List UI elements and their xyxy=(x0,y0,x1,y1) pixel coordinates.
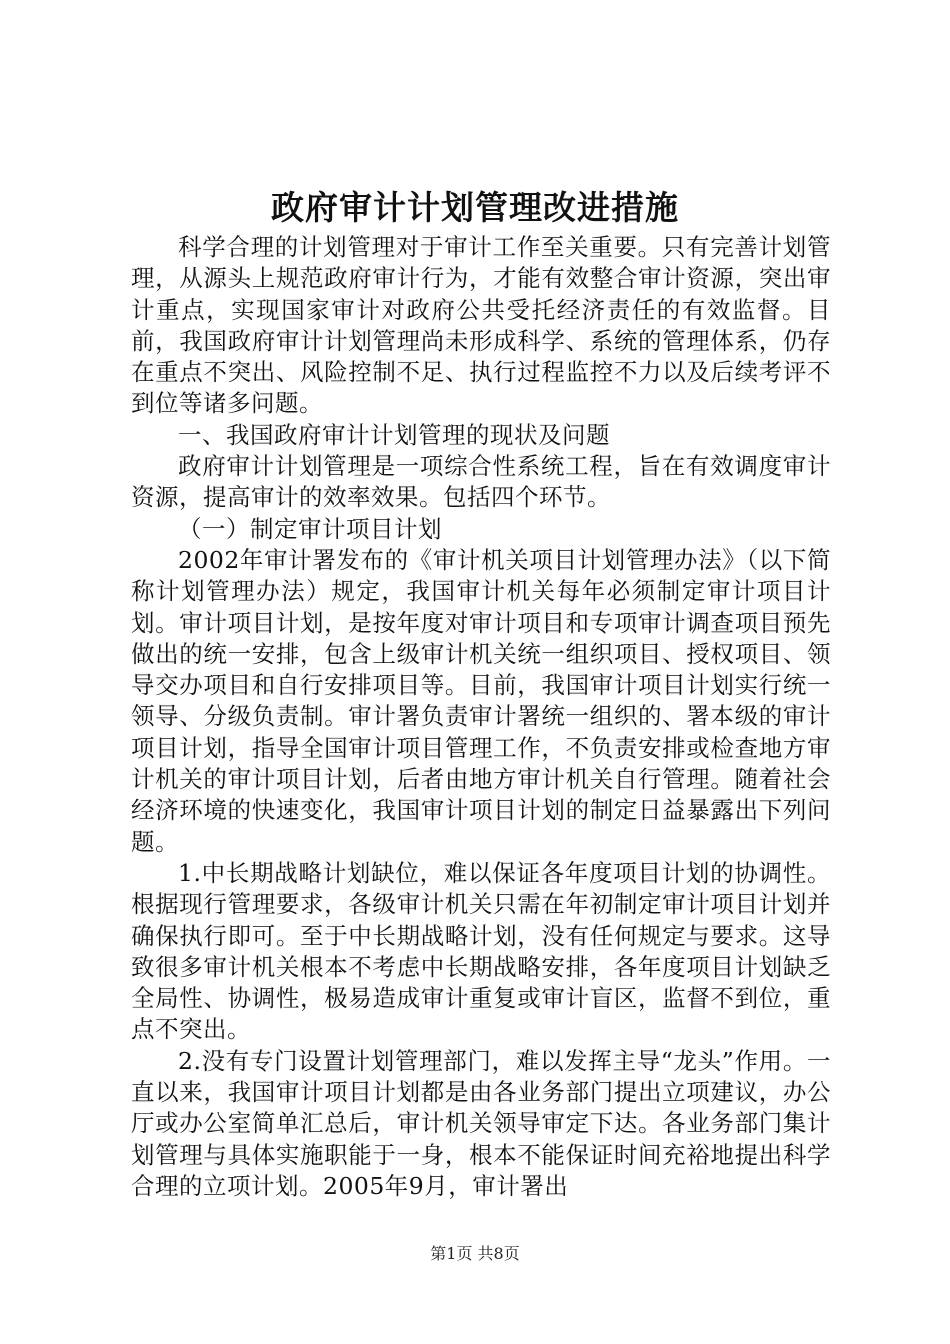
document-title: 政府审计计划管理改进措施 xyxy=(271,188,679,227)
subsection-heading-1: （一）制定审计项目计划 xyxy=(178,514,442,543)
paragraph-plan-rules: 2002年审计署发布的《审计机关项目计划管理办法》（以下简称计划管理办法）规定，我国审计机关每年必须制定审计项目计划。审计项目计划，是按年度对审计项目和专项审计调查项目预先做出的统一安排，包含上级审计机关统一组织项目、授权项目、领导交办项目和自行安排项目等。目前，我国审计项目计划实行统一领导、分级负责制。审计署负责审计署统一组织的、署本级的审计项目计划，指导全国审计项目管理工作，不负责安排或检查地方审计机关的审计项目计划，后者由地方审计机关自行管理。随着社会经济环境的快速变化，我国审计项目计划的制定日益暴露出下列问题。 xyxy=(131,545,831,856)
paragraph-intro: 科学合理的计划管理对于审计工作至关重要。只有完善计划管理，从源头上规范政府审计行为，才能有效整合审计资源，突出审计重点，实现国家审计对政府公共受托经济责任的有效监督。目前，我国政府审计计划管理尚未形成科学、系统的管理体系，仍存在重点不突出、风险控制不足、执行过程监控不力以及后续考评不到位等诸多问题。 xyxy=(131,233,831,418)
document-body xyxy=(131,232,831,1202)
paragraph-section-1-intro: 政府审计计划管理是一项综合性系统工程，旨在有效调度审计资源，提高审计的效率效果。包括四个环节。 xyxy=(131,452,831,512)
paragraph-issue-2: 2.没有专门设置计划管理部门，难以发挥主导“龙头”作用。一直以来，我国审计项目计划都是由各业务部门提出立项建议，办公厅或办公室简单汇总后，审计机关领导审定下达。各业务部门集计划管理与具体实施职能于一身，根本不能保证时间充裕地提出科学合理的立项计划。2005年9月，审计署出 xyxy=(131,1046,831,1200)
section-heading-1: 一、我国政府审计计划管理的现状及问题 xyxy=(178,420,610,449)
paragraph-issue-1: 1.中长期战略计划缺位，难以保证各年度项目计划的协调性。根据现行管理要求，各级审计机关只需在年初制定审计项目计划并确保执行即可。至于中长期战略计划，没有任何规定与要求。这导致很多审计机关根本不考虑中长期战略安排，各年度项目计划缺乏全局性、协调性，极易造成审计重复或审计盲区，监督不到位，重点不突出。 xyxy=(131,858,831,1044)
page-footer: 第1页 共8页 xyxy=(430,1244,520,1263)
